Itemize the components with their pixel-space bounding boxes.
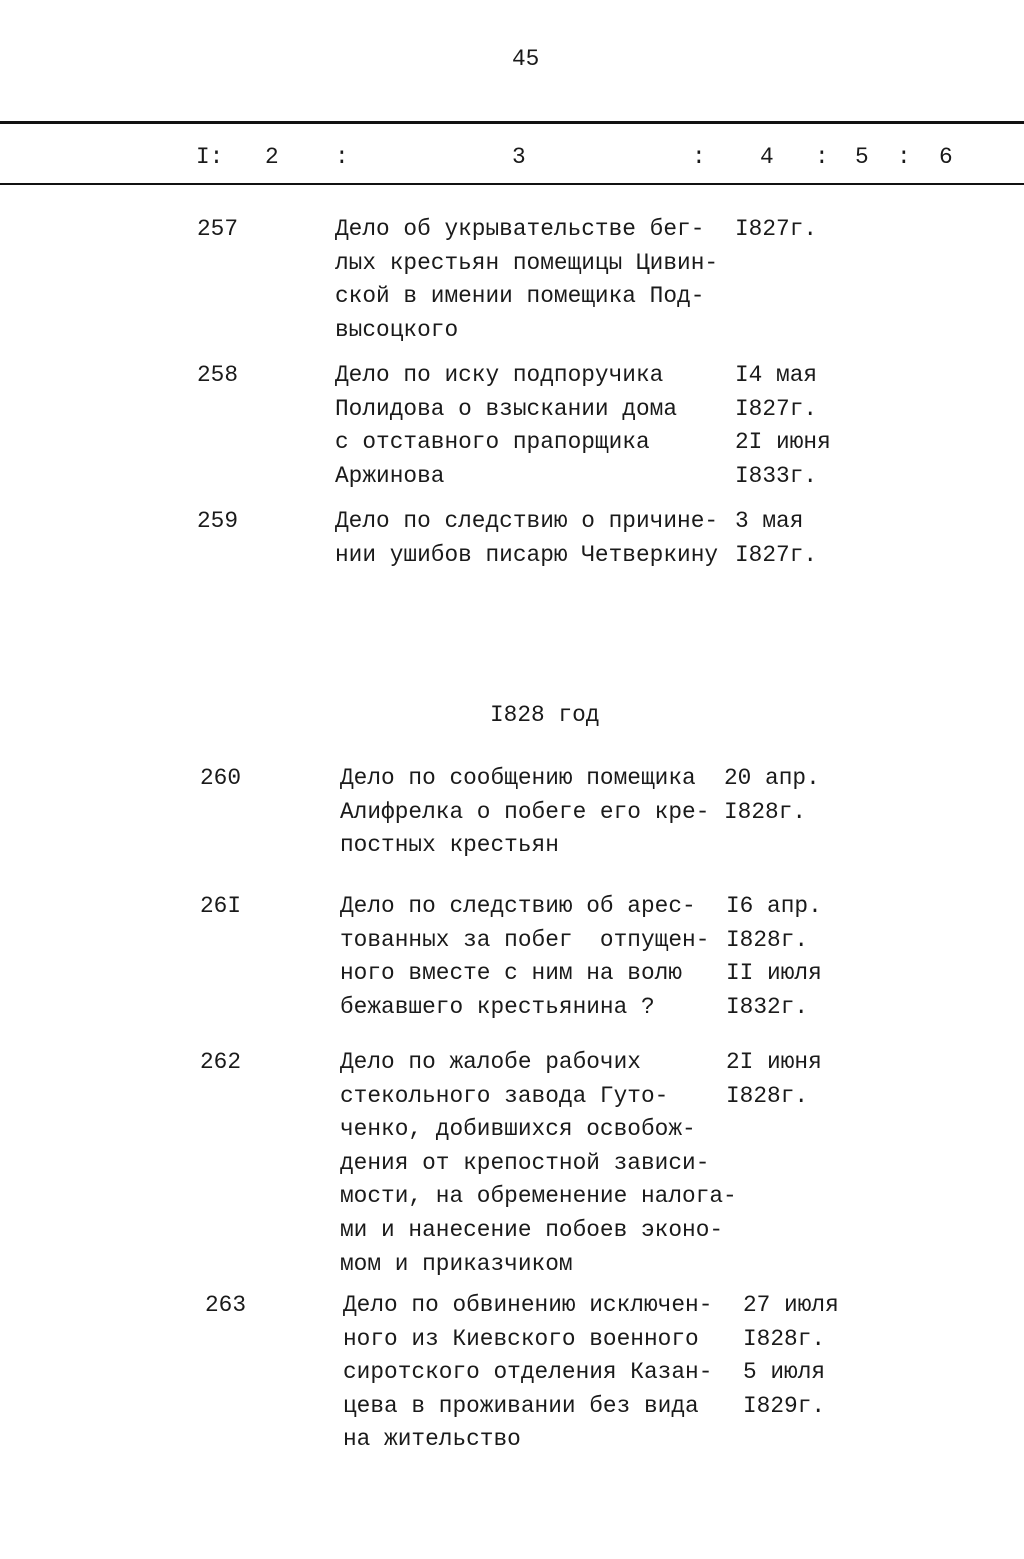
entry-dates	[726, 1046, 822, 1113]
entry-number: 263	[205, 1292, 247, 1318]
description-line: Алифрелка о побеге его кре-	[340, 798, 710, 825]
description-line: нии ушибов писарю Четверкину	[335, 541, 719, 568]
description-line: с отставного прапорщика	[335, 429, 650, 456]
entry-number: 258	[197, 362, 239, 388]
date-line: I828г.	[726, 926, 809, 953]
entry-description	[335, 213, 718, 347]
date-line: 2I июня	[726, 1049, 822, 1075]
column-separator: :	[897, 144, 911, 170]
section-heading: I828 год	[490, 702, 600, 728]
description-line: мом и приказчиком	[340, 1250, 573, 1277]
column-header-cell: 4	[760, 144, 774, 170]
description-line: ченко, добившихся освобож-	[340, 1116, 696, 1143]
description-line: Дело по жалобе рабочих	[340, 1049, 641, 1075]
entry-dates	[743, 1289, 839, 1423]
description-line: высоцкого	[335, 316, 459, 343]
entry-number: 26I	[200, 893, 242, 919]
entry-dates	[735, 213, 817, 247]
entry-dates	[735, 359, 831, 493]
date-line: I827г.	[735, 541, 818, 568]
description-line: дения от крепостной зависи-	[340, 1149, 710, 1176]
entry-dates	[724, 762, 820, 829]
date-line: 5 июля	[743, 1359, 826, 1386]
date-line: I827г.	[735, 216, 818, 242]
entry-description	[335, 505, 718, 572]
date-line: I832г.	[726, 993, 809, 1020]
date-line: 3 мая	[735, 508, 804, 534]
description-line: цева в проживании без вида	[343, 1392, 699, 1419]
date-line: I828г.	[724, 798, 807, 825]
description-line: Дело по следствию об арес-	[340, 893, 696, 919]
entry-description	[340, 890, 709, 1024]
date-line: 20 апр.	[724, 765, 820, 791]
entry-description	[340, 762, 709, 863]
description-line: ного вместе с ним на волю	[340, 960, 683, 987]
column-header-cell: 5	[855, 144, 869, 170]
date-line: 27 июля	[743, 1292, 839, 1318]
entry-description	[335, 359, 677, 493]
column-header-cell: 6	[939, 144, 953, 170]
description-line: Дело по следствию о причине-	[335, 508, 719, 534]
entry-dates	[735, 505, 817, 572]
column-separator: I:	[196, 144, 224, 170]
description-line: ного из Киевского военного	[343, 1325, 699, 1352]
description-line: лых крестьян помещицы Цивин-	[335, 249, 719, 276]
description-line: на жительство	[343, 1426, 521, 1453]
date-line: I4 мая	[735, 362, 818, 388]
date-line: I828г.	[743, 1325, 826, 1352]
date-line: I827г.	[735, 395, 818, 422]
column-header-cell: 2	[265, 144, 279, 170]
column-separator: :	[335, 144, 349, 170]
description-line: постных крестьян	[340, 832, 559, 859]
entry-number: 262	[200, 1049, 242, 1075]
entry-number: 259	[197, 508, 239, 534]
description-line: Дело по обвинению исключен-	[343, 1292, 713, 1318]
description-line: ми и нанесение побоев эконо-	[340, 1216, 724, 1243]
entry-description	[340, 1046, 737, 1281]
column-separator: :	[692, 144, 706, 170]
description-line: бежавшего крестьянина ?	[340, 993, 655, 1020]
date-line: I828г.	[726, 1082, 809, 1109]
entry-description	[343, 1289, 712, 1457]
date-line: I6 апр.	[726, 893, 822, 919]
description-line: Аржинова	[335, 462, 445, 489]
column-header-cell: 3	[512, 144, 526, 170]
description-line: Полидова о взыскании дома	[335, 395, 678, 422]
entry-number: 260	[200, 765, 242, 791]
column-separator: :	[815, 144, 829, 170]
date-line: II июля	[726, 960, 822, 987]
description-line: тованных за побег отпущен-	[340, 926, 710, 953]
description-line: стекольного завода Гуто-	[340, 1082, 669, 1109]
entry-number: 257	[197, 216, 239, 242]
description-line: ской в имении помещика Под-	[335, 283, 705, 310]
header-rule	[0, 183, 1024, 185]
date-line: I833г.	[735, 462, 818, 489]
entry-dates	[726, 890, 822, 1024]
description-line: Дело по иску подпоручика	[335, 362, 664, 388]
description-line: Дело по сообщению помещика	[340, 765, 696, 791]
description-line: мости, на обременение налога-	[340, 1183, 737, 1210]
page-number: 45	[512, 46, 540, 72]
date-line: I829г.	[743, 1392, 826, 1419]
top-rule	[0, 121, 1024, 124]
description-line: Дело об укрывательстве бег-	[335, 216, 705, 242]
description-line: сиротского отделения Казан-	[343, 1359, 713, 1386]
date-line: 2I июня	[735, 429, 831, 456]
